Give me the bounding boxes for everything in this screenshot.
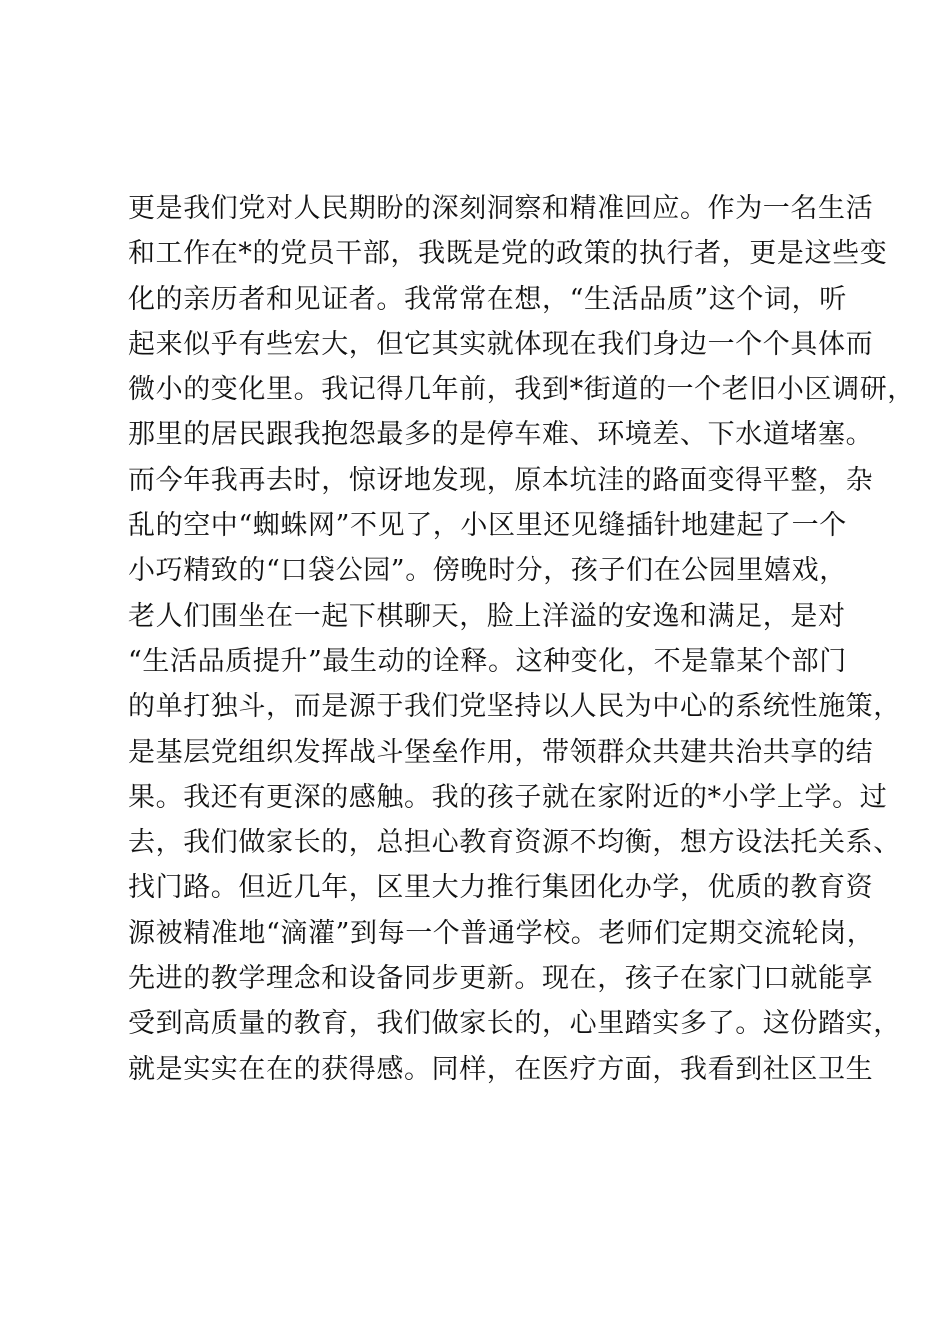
text-line: 是基层党组织发挥战斗堡垒作用，带领群众共建共治共享的结: [128, 736, 874, 768]
text-line: 和工作在*的党员干部，我既是党的政策的执行者，更是这些变: [128, 238, 888, 270]
text-line: 老人们围坐在一起下棋聊天，脸上洋溢的安逸和满足，是对: [128, 600, 846, 632]
text-line: 那里的居民跟我抱怨最多的是停车难、环境差、下水道堵塞。: [128, 419, 874, 451]
text-line: “生活品质提升”最生动的诠释。这种变化，不是靠某个部门: [128, 645, 847, 677]
text-line: 就是实实在在的获得感。同样，在医疗方面，我看到社区卫生: [128, 1053, 874, 1085]
text-line: 微小的变化里。我记得几年前，我到*街道的一个老旧小区调研，: [128, 374, 915, 406]
text-line: 去，我们做家长的，总担心教育资源不均衡，想方设法托关系、: [128, 827, 901, 859]
text-line: 果。我还有更深的感触。我的孩子就在家附近的*小学上学。过: [128, 781, 888, 813]
text-line: 先进的教学理念和设备同步更新。现在，孩子在家门口就能享: [128, 963, 874, 995]
text-line: 而今年我再去时，惊讶地发现，原本坑洼的路面变得平整，杂: [128, 464, 874, 496]
text-line: 起来似乎有些宏大，但它其实就体现在我们身边一个个具体而: [128, 328, 874, 360]
text-line: 源被精准地“滴灌”到每一个普通学校。老师们定期交流轮岗，: [128, 917, 875, 949]
text-line: 小巧精致的“口袋公园”。傍晚时分，孩子们在公园里嬉戏，: [128, 555, 847, 587]
text-line: 乱的空中“蜘蛛网”不见了，小区里还见缝插针地建起了一个: [128, 510, 847, 542]
text-line: 更是我们党对人民期盼的深刻洞察和精准回应。作为一名生活: [128, 193, 874, 224]
text-line: 找门路。但近几年，区里大力推行集团化办学，优质的教育资: [128, 872, 874, 904]
body-text: [128, 186, 915, 1092]
text-line: 的单打独斗，而是源于我们党坚持以人民为中心的系统性施策，: [128, 691, 901, 723]
text-line: 化的亲历者和见证者。我常常在想，“生活品质”这个词，听: [128, 283, 847, 315]
text-line: 受到高质量的教育，我们做家长的，心里踏实多了。这份踏实，: [128, 1008, 901, 1040]
